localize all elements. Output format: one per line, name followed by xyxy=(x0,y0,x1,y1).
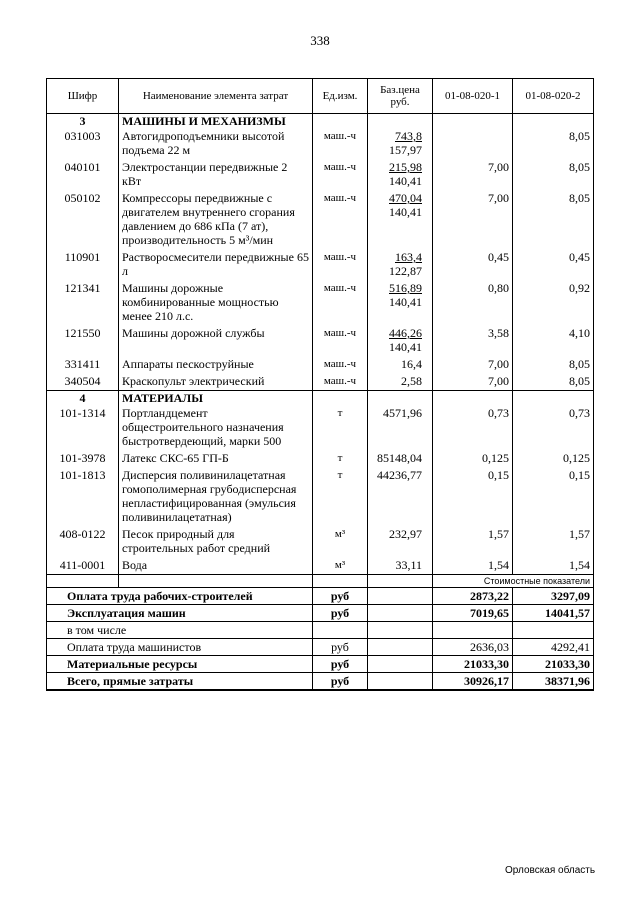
row-name: Машины дорожной службы xyxy=(119,325,313,356)
row-value-col1: 0,125 xyxy=(433,450,513,467)
indicators-row xyxy=(47,575,594,588)
table-header-row xyxy=(47,79,594,114)
row-unit: маш.-ч xyxy=(313,128,368,159)
base-price-wage-value: 122,87 xyxy=(389,264,422,278)
empty-cell xyxy=(368,622,433,639)
summary-label: Оплата труда машинистов xyxy=(47,639,313,656)
summary-label: Материальные ресурсы xyxy=(47,656,313,673)
summary-row xyxy=(47,639,594,656)
header-code: Шифр xyxy=(47,79,119,114)
table-row xyxy=(47,356,594,373)
row-code: 110901 xyxy=(47,249,119,280)
summary-value-col2: 38371,96 xyxy=(513,673,594,691)
table-row xyxy=(47,280,594,325)
row-unit: маш.-ч xyxy=(313,373,368,391)
summary-value-col1: 2636,03 xyxy=(433,639,513,656)
row-value-col1: 7,00 xyxy=(433,159,513,190)
table-row xyxy=(47,249,594,280)
row-value-col1: 7,00 xyxy=(433,190,513,249)
row-code: 040101 xyxy=(47,159,119,190)
row-unit: маш.-ч xyxy=(313,356,368,373)
row-name: Дисперсия поливинилацетатная гомополимерная грубодисперсная непластифицированная (эмульсия поливинилацетатная) xyxy=(119,467,313,526)
empty-cell xyxy=(47,575,119,588)
row-value-col2: 8,05 xyxy=(513,190,594,249)
row-base-price xyxy=(368,405,433,450)
row-name: Краскопульт электрический xyxy=(119,373,313,391)
empty-cell xyxy=(368,673,433,691)
table-row xyxy=(47,190,594,249)
row-value-col1: 0,45 xyxy=(433,249,513,280)
base-price-value: 743,8 xyxy=(395,129,422,143)
table-row xyxy=(47,526,594,557)
summary-label: Оплата труда рабочих-строителей xyxy=(47,588,313,605)
row-value-col2: 0,73 xyxy=(513,405,594,450)
summary-unit: руб xyxy=(313,639,368,656)
base-price-value: 4571,96 xyxy=(383,406,422,420)
base-price-value: 163,4 xyxy=(395,250,422,264)
row-value-col1: 3,58 xyxy=(433,325,513,356)
table-row xyxy=(47,467,594,526)
section-header-row xyxy=(47,391,594,406)
row-value-col1: 7,00 xyxy=(433,373,513,391)
row-value-col2: 0,125 xyxy=(513,450,594,467)
page-number: 338 xyxy=(310,33,330,48)
row-code: 331411 xyxy=(47,356,119,373)
base-price-value: 446,26 xyxy=(389,326,422,340)
summary-value-col1: 2873,22 xyxy=(433,588,513,605)
row-value-col1: 0,73 xyxy=(433,405,513,450)
row-unit: маш.-ч xyxy=(313,280,368,325)
base-price-value: 470,04 xyxy=(389,191,422,205)
row-unit: т xyxy=(313,405,368,450)
empty-cell xyxy=(368,605,433,622)
summary-unit: руб xyxy=(313,656,368,673)
summary-label: Эксплуатация машин xyxy=(47,605,313,622)
summary-unit: руб xyxy=(313,673,368,691)
row-base-price xyxy=(368,356,433,373)
row-code: 101-1813 xyxy=(47,467,119,526)
row-unit: м³ xyxy=(313,557,368,575)
row-value-col2: 4,10 xyxy=(513,325,594,356)
base-price-wage-value: 157,97 xyxy=(389,143,422,157)
base-price-wage-value: 140,41 xyxy=(389,205,422,219)
row-base-price xyxy=(368,325,433,356)
row-base-price xyxy=(368,159,433,190)
row-value-col2: 0,15 xyxy=(513,467,594,526)
table-body xyxy=(47,114,594,691)
table-row xyxy=(47,373,594,391)
row-value-col2: 8,05 xyxy=(513,356,594,373)
summary-value-col2: 4292,41 xyxy=(513,639,594,656)
summary-value-col1 xyxy=(433,622,513,639)
base-price-value: 215,98 xyxy=(389,160,422,174)
row-code: 121341 xyxy=(47,280,119,325)
empty-cell xyxy=(368,656,433,673)
empty-cell xyxy=(433,391,513,406)
row-name: Растворосмесители передвижные 65 л xyxy=(119,249,313,280)
empty-cell xyxy=(368,575,433,588)
summary-row xyxy=(47,622,594,639)
table-row xyxy=(47,128,594,159)
base-price-value: 2,58 xyxy=(401,374,422,388)
empty-cell xyxy=(368,391,433,406)
summary-row xyxy=(47,673,594,691)
base-price-value: 516,89 xyxy=(389,281,422,295)
row-name: Вода xyxy=(119,557,313,575)
row-base-price xyxy=(368,128,433,159)
table-row xyxy=(47,405,594,450)
empty-cell xyxy=(368,588,433,605)
row-base-price xyxy=(368,450,433,467)
row-base-price xyxy=(368,190,433,249)
base-price-value: 44236,77 xyxy=(377,468,422,482)
row-value-col2: 8,05 xyxy=(513,373,594,391)
row-code: 101-3978 xyxy=(47,450,119,467)
row-value-col1 xyxy=(433,128,513,159)
row-name: Автогидроподъемники высотой подъема 22 м xyxy=(119,128,313,159)
row-name: Компрессоры передвижные с двигателем внутреннего сгорания давлением до 686 кПа (7 ат), производительность 5 м³/мин xyxy=(119,190,313,249)
summary-value-col2 xyxy=(513,622,594,639)
base-price-wage-value: 140,41 xyxy=(389,295,422,309)
empty-cell xyxy=(313,391,368,406)
header-col1: 01-08-020-1 xyxy=(433,79,513,114)
base-price-value: 16,4 xyxy=(401,357,422,371)
row-unit: т xyxy=(313,450,368,467)
empty-cell xyxy=(119,575,313,588)
summary-row xyxy=(47,605,594,622)
row-unit: маш.-ч xyxy=(313,190,368,249)
summary-value-col2: 14041,57 xyxy=(513,605,594,622)
row-code: 411-0001 xyxy=(47,557,119,575)
summary-value-col2: 21033,30 xyxy=(513,656,594,673)
section-number: 3 xyxy=(47,114,119,129)
row-value-col2: 8,05 xyxy=(513,128,594,159)
table-row xyxy=(47,325,594,356)
empty-cell xyxy=(433,114,513,129)
summary-unit: руб xyxy=(313,605,368,622)
empty-cell xyxy=(313,575,368,588)
row-code: 050102 xyxy=(47,190,119,249)
summary-value-col2: 3297,09 xyxy=(513,588,594,605)
empty-cell xyxy=(368,114,433,129)
row-value-col2: 1,54 xyxy=(513,557,594,575)
empty-cell xyxy=(513,391,594,406)
base-price-wage-value: 140,41 xyxy=(389,174,422,188)
table-row xyxy=(47,450,594,467)
row-code: 408-0122 xyxy=(47,526,119,557)
row-name: Латекс СКС-65 ГП-Б xyxy=(119,450,313,467)
row-base-price xyxy=(368,467,433,526)
row-name: Песок природный для строительных работ средний xyxy=(119,526,313,557)
row-value-col1: 0,15 xyxy=(433,467,513,526)
row-value-col2: 0,45 xyxy=(513,249,594,280)
row-value-col1: 1,57 xyxy=(433,526,513,557)
row-base-price xyxy=(368,557,433,575)
empty-cell xyxy=(368,639,433,656)
summary-value-col1: 30926,17 xyxy=(433,673,513,691)
summary-unit xyxy=(313,622,368,639)
header-col2: 01-08-020-2 xyxy=(513,79,594,114)
row-value-col1: 7,00 xyxy=(433,356,513,373)
row-name: Электростанции передвижные 2 кВт xyxy=(119,159,313,190)
row-code: 101-1314 xyxy=(47,405,119,450)
summary-value-col1: 7019,65 xyxy=(433,605,513,622)
empty-cell xyxy=(513,114,594,129)
row-base-price xyxy=(368,373,433,391)
row-value-col1: 1,54 xyxy=(433,557,513,575)
row-name: Аппараты пескоструйные xyxy=(119,356,313,373)
summary-unit: руб xyxy=(313,588,368,605)
row-value-col2: 8,05 xyxy=(513,159,594,190)
section-title: МАТЕРИАЛЫ xyxy=(119,391,313,406)
base-price-wage-value: 140,41 xyxy=(389,340,422,354)
table-row xyxy=(47,159,594,190)
summary-value-col1: 21033,30 xyxy=(433,656,513,673)
summary-row xyxy=(47,588,594,605)
summary-row xyxy=(47,656,594,673)
row-name: Машины дорожные комбинированные мощностью менее 210 л.с. xyxy=(119,280,313,325)
header-name: Наименование элемента затрат xyxy=(119,79,313,114)
section-title: МАШИНЫ И МЕХАНИЗМЫ xyxy=(119,114,313,129)
section-header-row xyxy=(47,114,594,129)
row-value-col2: 1,57 xyxy=(513,526,594,557)
header-unit: Ед.изм. xyxy=(313,79,368,114)
summary-label: в том числе xyxy=(47,622,313,639)
row-unit: маш.-ч xyxy=(313,249,368,280)
row-unit: маш.-ч xyxy=(313,325,368,356)
row-code: 340504 xyxy=(47,373,119,391)
row-base-price xyxy=(368,280,433,325)
row-name: Портландцемент общестроительного назначения быстротвердеющий, марки 500 xyxy=(119,405,313,450)
footer-region: Орловская область xyxy=(505,865,596,876)
base-price-value: 85148,04 xyxy=(377,451,422,465)
header-base-price: Баз.цена руб. xyxy=(368,79,433,114)
row-unit: т xyxy=(313,467,368,526)
row-unit: маш.-ч xyxy=(313,159,368,190)
row-unit: м³ xyxy=(313,526,368,557)
indicators-label: Стоимостные показатели xyxy=(433,575,594,588)
row-base-price xyxy=(368,526,433,557)
summary-label: Всего, прямые затраты xyxy=(47,673,313,691)
empty-cell xyxy=(313,114,368,129)
cost-table xyxy=(46,78,594,691)
row-code: 031003 xyxy=(47,128,119,159)
row-base-price xyxy=(368,249,433,280)
section-number: 4 xyxy=(47,391,119,406)
row-value-col2: 0,92 xyxy=(513,280,594,325)
base-price-value: 33,11 xyxy=(395,558,422,572)
table-row xyxy=(47,557,594,575)
row-code: 121550 xyxy=(47,325,119,356)
base-price-value: 232,97 xyxy=(389,527,422,541)
row-value-col1: 0,80 xyxy=(433,280,513,325)
